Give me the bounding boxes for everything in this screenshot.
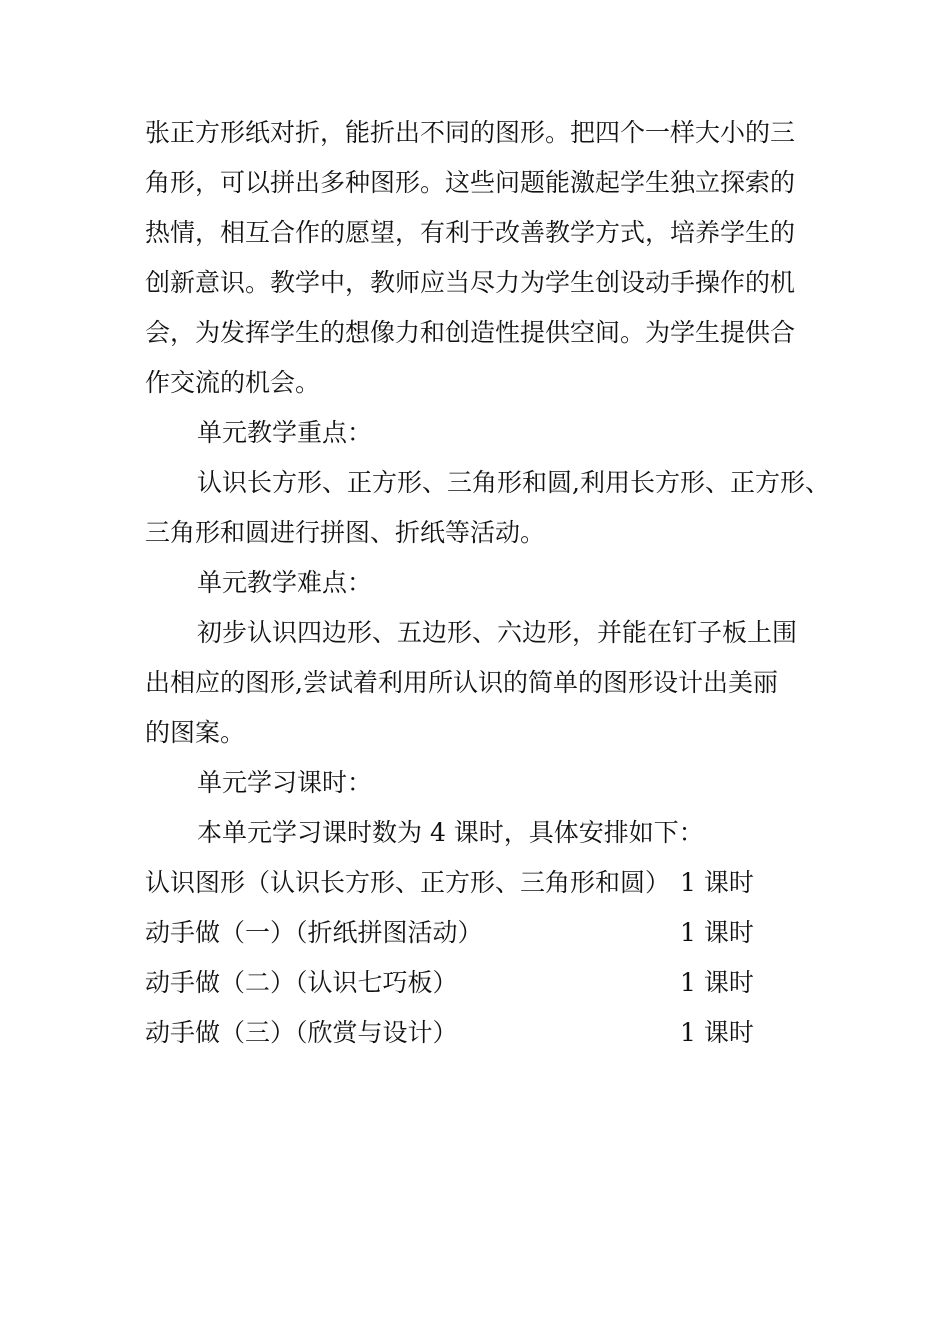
key-points-line: 认识长方形、正方形、三角形和圆,利用长方形、正方形、	[197, 468, 830, 497]
body-line: 张正方形纸对折，能折出不同的图形。把四个一样大小的三	[145, 118, 796, 147]
schedule-row	[145, 908, 815, 958]
difficulties-line: 初步认识四边形、五边形、六边形，并能在钉子板上围	[197, 618, 798, 647]
schedule-row	[145, 858, 815, 908]
document-body	[145, 108, 830, 1058]
body-line: 会，为发挥学生的想像力和创造性提供空间。为学生提供合	[145, 318, 796, 347]
body-line: 作交流的机会。	[145, 368, 321, 397]
schedule-item: 动手做（二）（认识七巧板）	[145, 968, 458, 997]
schedule-hours: 1 课时	[680, 1018, 754, 1047]
class-hours-intro: 本单元学习课时数为 4 课时，具体安排如下：	[197, 818, 704, 847]
class-hours-heading: 单元学习课时：	[197, 768, 373, 797]
schedule-item: 认识图形（认识长方形、正方形、三角形和圆）	[145, 868, 671, 897]
key-points-heading: 单元教学重点：	[197, 418, 373, 447]
schedule-item: 动手做（一）（折纸拼图活动）	[145, 918, 483, 947]
body-line: 创新意识。教学中，教师应当尽力为学生创设动手操作的机	[145, 268, 796, 297]
difficulties-line: 的图案。	[145, 718, 246, 747]
body-line: 热情，相互合作的愿望，有利于改善教学方式，培养学生的	[145, 218, 796, 247]
schedule-hours: 1 课时	[680, 868, 754, 897]
schedule-hours: 1 课时	[680, 918, 754, 947]
schedule-hours: 1 课时	[680, 968, 754, 997]
body-line: 角形，可以拼出多种图形。这些问题能激起学生独立探索的	[145, 168, 796, 197]
schedule-item: 动手做（三）（欣赏与设计）	[145, 1018, 458, 1047]
difficulties-line: 出相应的图形,尝试着利用所认识的简单的图形设计出美丽	[145, 668, 778, 697]
schedule-row	[145, 958, 815, 1008]
difficulties-heading: 单元教学难点：	[197, 568, 373, 597]
key-points-line: 三角形和圆进行拼图、折纸等活动。	[145, 518, 546, 547]
schedule-row	[145, 1008, 815, 1058]
